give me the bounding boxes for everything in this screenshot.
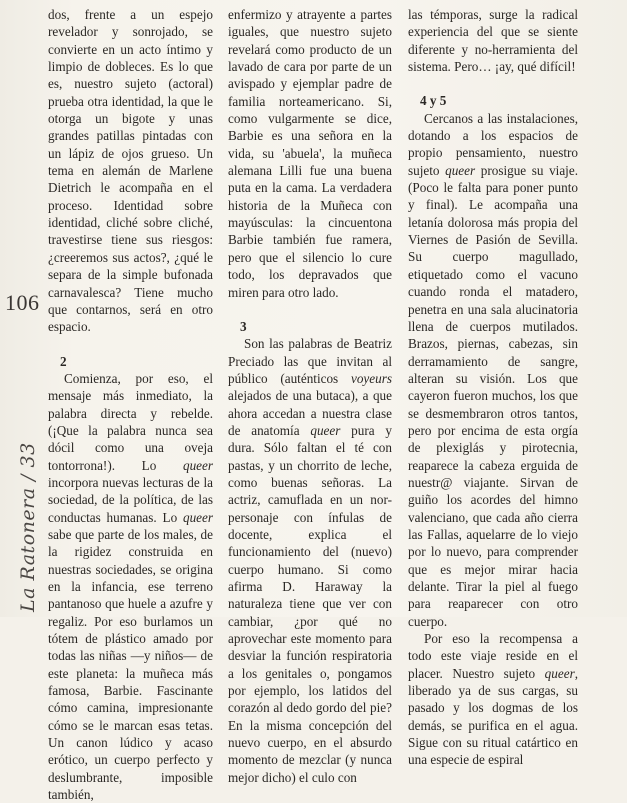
paragraph: Cercanos a las instalaciones, dotando a los espacios de propio pensamiento, nuestro sujeto queer prosigue su viaje. (Poco le falta para poner punto y final). Le acompaña una letanía dolorosa más propia del Viernes de Pasión de Sevilla. Su cuerpo magullado, etiquetado como el vacuno cuando ronda el matadero, penetra en una sala alucinatoria llena de cuerpos mutilados. Brazos, piernas, cabezas, sin derramamiento de sangre, alteran su visión. Los que cayeron fueron muchos, los que se desmembraron otros tantos, pero por encima de esta orgía de plexiglás y pirotecnia, reaparece la cabeza erguida de nuestr@ viajante. Sirvan de guiño los acordes del himno valenciano, que cada año cierra las Fallas, aquelarre de lo viejo por lo nuevo, para comprender que es mejor mirar hacia delante. Tirar la piel al fuego para reaparecer con otro cuerpo. <box>408 110 578 629</box>
running-head: La Ratonera / 33 <box>17 442 39 612</box>
paragraph: enfermizo y atrayente a partes iguales, que nuestro sujeto revelará como producto de un lavado de cara por parte de un avispado y ejemplar padre de familia norteamericano. Si, como vulgarmente se dice, Barbie es una señora en la vida, su 'abuela', la muñeca alemana Lilli fue una buena puta en la cama. La verdadera historia de la Muñeca con mayúsculas: la cincuentona Barbie también fue ramera, pero que el silencio lo cure todo, los depravados que miren para otro lado. <box>228 7 392 300</box>
paragraph: Son las palabras de Beatriz Preciado las que invitan al público (auténticos voyeurs alejados de una butaca), a que ahora accedan a nuestra clase de anatomía queer pura y dura. Sólo faltan el té con pastas, y un chorrito de leche, como buenas señoras. La actriz, camuflada en un nor-personaje con ínfulas de docente, explica el funcionamiento del (nuevo) cuerpo humano. Si como afirma D. Haraway la naturaleza tiene que ver con cambiar, ¿por qué no aprovechar este momento para desviar la función respiratoria a los genitales o, pongamos por ejemplo, los latidos del corazón al dedo gordo del pie? En la misma concepción del nuevo cuerpo, en el absurdo momento de mezclar (y nunca mejor dicho) el culo con <box>228 336 392 785</box>
paragraph: Por eso la recompensa a todo este viaje reside en el placer. Nuestro sujeto queer, liberado ya de sus cargas, su pasado y los dogmas de los demás, se purifica en el agua. Sigue con su ritual catártico en una especie de espiral <box>408 631 578 768</box>
paragraph: dos, frente a un espejo revelador y sonrojado, se convierte en un acto íntimo y limpio de dobleces. Es lo que es, nuestro sujeto (actoral) prueba otra identidad, la que le otorga un bigote y unas grandes patillas pintadas con un lápiz de ojos grueso. Un tema en alemán de Marlene Dietrich le acompaña en el proceso. Identidad sobre identidad, cliché sobre cliché, travestirse tiene sus riesgos: ¿creeremos sus actos?, ¿qué le separa de la simple bufonada carnavalesca? Tiene mucho que contarnos, será en otro espacio. <box>48 7 213 335</box>
section-heading: 2 <box>60 353 67 369</box>
section-heading: 3 <box>240 318 247 334</box>
text-column-1 <box>48 6 213 803</box>
paragraph: las témporas, surge la radical experiencia del que se siente diferente y no-herramienta del sistema. Pero… ¡ay, qué difícil! <box>408 7 578 75</box>
text-column-2 <box>228 6 392 786</box>
text-column-3 <box>408 6 578 769</box>
page-number: 106 <box>5 290 40 315</box>
paragraph: Comienza, por eso, el mensaje más inmediato, la palabra directa y rebelde. (¡Que la palabra nunca sea dócil como una oveja tontorrona!). Lo queer incorpora nuevas lecturas de la sociedad, de la política, de las conductas humanas. Lo queer sabe que parte de los males, de la rigidez construida en nuestras sociedades, se origina en la infancia, ese terreno pantanoso que huele a azufre y regaliz. Por eso burlamos un tótem de plástico amado por todas las niñas —y niños— de este planeta: la muñeca más famosa, Barbie. Fascinante cómo camina, impresionante cómo se le marcan esas tetas. Un canon lúdico y acaso erótico, un cuerpo perfecto y deslumbrante, imposible también, <box>48 370 213 803</box>
section-heading: 4 y 5 <box>420 93 447 109</box>
